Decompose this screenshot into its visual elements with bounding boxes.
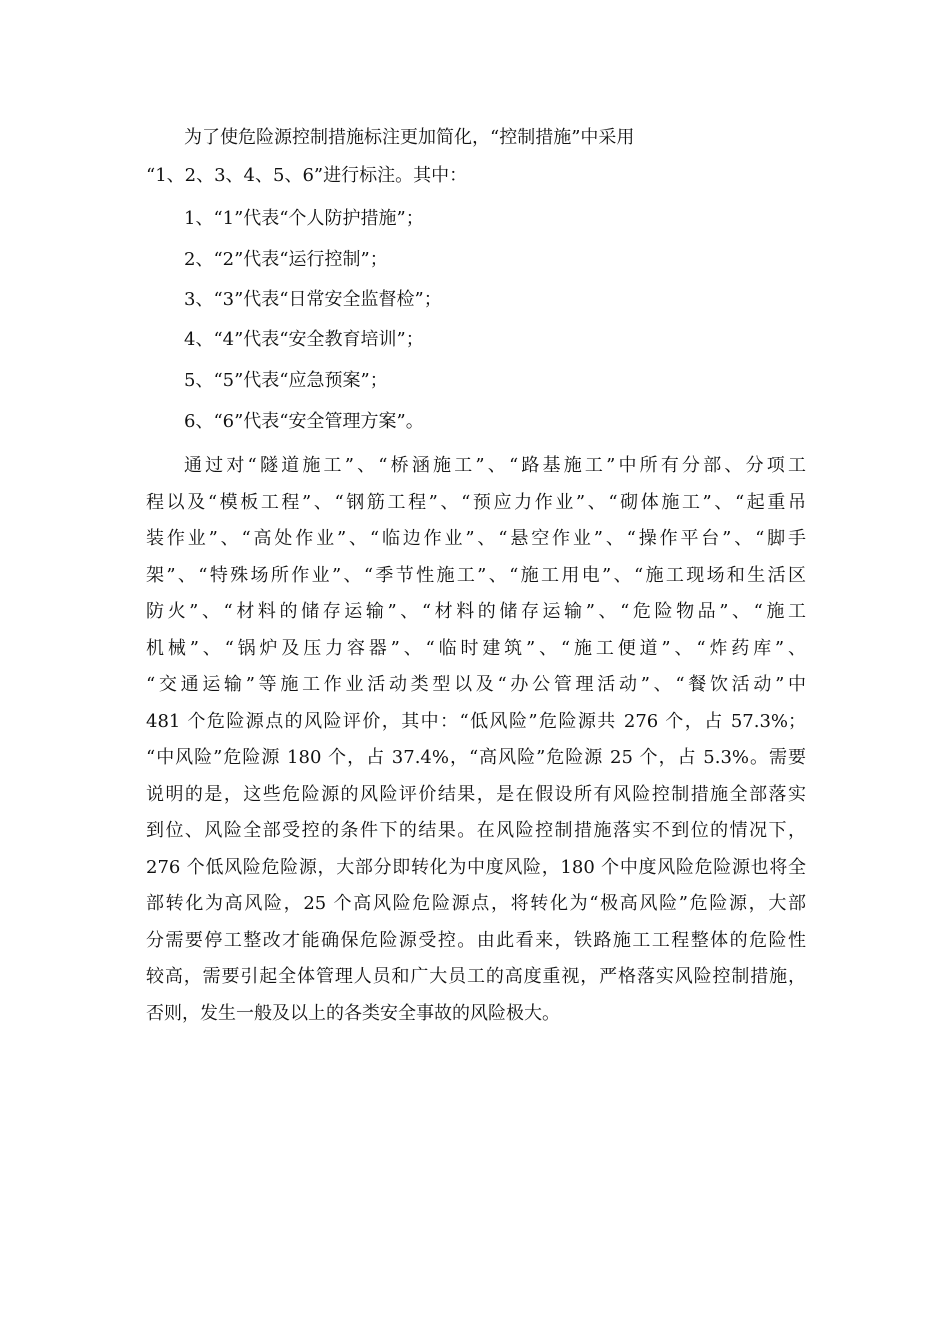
list-item: 6、“6”代表“安全管理方案”。 [184, 411, 424, 432]
paragraph-line: 分需要停工整改才能确保危险源受控。由此看来，铁路施工工程整体的危险性 [146, 929, 806, 951]
paragraph-line: 481 个危险源点的风险评价，其中：“低风险”危险源共 276 个，占 57.3%； [146, 710, 806, 732]
paragraph-line: 机械”、“锅炉及压力容器”、“临时建筑”、“施工便道”、“炸药库”、 [146, 637, 806, 659]
paragraph-line: 较高，需要引起全体管理人员和广大员工的高度重视，严格落实风险控制措施， [146, 966, 806, 987]
paragraph-line: 否则，发生一般及以上的各类安全事故的风险极大。 [146, 1002, 560, 1024]
paragraph-line: 通过对“隧道施工”、“桥涵施工”、“路基施工”中所有分部、分项工 [184, 455, 806, 476]
intro-line-2: “1、2、3、4、5、6”进行标注。其中： [146, 165, 468, 186]
paragraph-line: “中风险”危险源 180 个，占 37.4%，“高风险”危险源 25 个，占 5.3%。需要 [146, 747, 806, 768]
list-item: 5、“5”代表“应急预案”； [184, 370, 388, 391]
paragraph-line: 说明的是，这些危险源的风险评价结果，是在假设所有风险控制措施全部落实 [146, 783, 806, 805]
paragraph-line: 程以及“模板工程”、“钢筋工程”、“预应力作业”、“砌体施工”、“起重吊 [146, 491, 806, 513]
list-item: 3、“3”代表“日常安全监督检”； [184, 289, 442, 310]
paragraph-line: 部转化为高风险，25 个高风险危险源点，将转化为“极高风险”危险源，大部 [146, 893, 806, 914]
list-item: 1、“1”代表“个人防护措施”； [184, 208, 424, 229]
intro-line-1: 为了使危险源控制措施标注更加简化，“控制措施”中采用 [184, 127, 635, 148]
paragraph-line: 276 个低风险危险源，大部分即转化为中度风险，180 个中度风险危险源也将全 [146, 856, 806, 878]
risk-assessment-paragraph [146, 448, 806, 1032]
list-item: 4、“4”代表“安全教育培训”； [184, 329, 424, 350]
paragraph-line: “交通运输”等施工作业活动类型以及“办公管理活动”、“餐饮活动”中 [146, 674, 806, 695]
list-item: 2、“2”代表“运行控制”； [184, 249, 388, 270]
paragraph-line: 到位、风险全部受控的条件下的结果。在风险控制措施落实不到位的情况下， [146, 820, 806, 841]
paragraph-line: 防火”、“材料的储存运输”、“材料的储存运输”、“危险物品”、“施工 [146, 601, 806, 622]
paragraph-line: 装作业”、“高处作业”、“临边作业”、“悬空作业”、“操作平台”、“脚手 [146, 528, 806, 549]
paragraph-line: 架”、“特殊场所作业”、“季节性施工”、“施工用电”、“施工现场和生活区 [146, 564, 806, 586]
